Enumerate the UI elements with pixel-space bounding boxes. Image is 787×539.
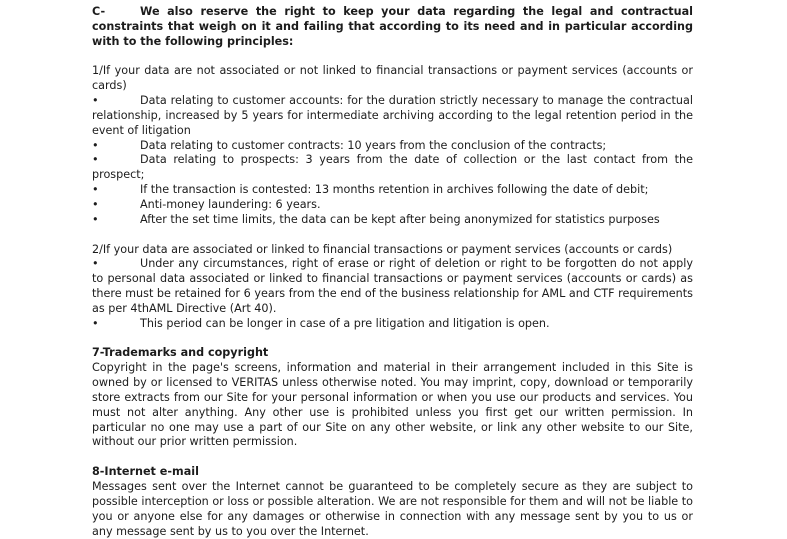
- part2-bullet-1-text: Under any circumstances, right of erase or right of deletion or right to be forgotten do not apply to personal data associated or linked to financial transactions or payment services (accounts or cards) as there must be retained for 6 years from the end of the business relationship for AML and CTF requirements as per 4thAML Directive (Art 40).: [92, 257, 693, 315]
- section-c-paragraph: [92, 5, 693, 50]
- part1-bullet-1-text: Data relating to customer accounts: for the duration strictly necessary to manage the contractual relationship, increased by 5 years for intermediate archiving according to the legal retention period in the event of litigation: [92, 94, 693, 137]
- bullet-icon: •: [92, 94, 99, 108]
- spacer: [92, 50, 693, 65]
- bullet-icon: •: [92, 197, 99, 211]
- part1-bullet-2: [92, 139, 693, 154]
- policy-document: [92, 5, 693, 539]
- part2-bullet-2-text: This period can be longer in case of a pre litigation and litigation is open.: [140, 316, 550, 330]
- part1-bullet-3-text: Data relating to prospects: 3 years from the date of collection or the last contact from the prospect;: [92, 153, 693, 182]
- part1-bullet-5: [92, 198, 693, 213]
- bullet-icon: •: [92, 138, 99, 152]
- section7-text: Copyright in the page's screens, information and material in their arrangement included in this Site is owned by or licensed to VERITAS unless otherwise noted. You may imprint, copy, download or temporarily store extracts from our Site for your personal information or when you use our products and services. You must not alter anything. Any other use is prohibited unless you first get our written permission. In particular no one may use a part of our Site on any other website, or link any other website to our Site, without our prior written permission.: [92, 361, 693, 449]
- spacer: [92, 450, 693, 465]
- section8-text: Messages sent over the Internet cannot be guaranteed to be completely secure as they are subject to possible interception or loss or possible alteration. We are not responsible for them and will not be liable to you or anyone else for any damages or otherwise in connection with any message sent by you to us or any message sent by us to you over the Internet.: [92, 480, 693, 538]
- part1-bullet-5-text: Anti-money laundering: 6 years.: [140, 197, 321, 211]
- spacer: [92, 332, 693, 347]
- part1-bullet-6: [92, 213, 693, 228]
- part2-bullet-1: [92, 257, 693, 316]
- section8-heading: 8-Internet e-mail: [92, 465, 199, 479]
- bullet-icon: •: [92, 257, 99, 271]
- part1-intro: 1/If your data are not associated or not linked to financial transactions or payment services (accounts or cards): [92, 64, 693, 93]
- section-c-text: We also reserve the right to keep your data regarding the legal and contractual constraints that weigh on it and failing that according to its need and in particular according with to the following principles:: [92, 5, 693, 48]
- bullet-icon: •: [92, 316, 99, 330]
- part1-bullet-3: [92, 153, 693, 183]
- bullet-icon: •: [92, 183, 99, 197]
- part1-bullet-6-text: After the set time limits, the data can be kept after being anonymized for statistics purposes: [140, 212, 660, 226]
- bullet-icon: •: [92, 153, 99, 167]
- spacer: [92, 228, 693, 243]
- part1-bullet-1: [92, 94, 693, 139]
- section7-heading: 7-Trademarks and copyright: [92, 346, 269, 360]
- part1-bullet-2-text: Data relating to customer contracts: 10 years from the conclusion of the contracts;: [140, 138, 607, 152]
- section-c-marker: C-: [92, 5, 106, 18]
- bullet-icon: •: [92, 212, 99, 226]
- part2-intro: 2/If your data are associated or linked to financial transactions or payment services (accounts or cards): [92, 242, 673, 256]
- part2-bullet-2: [92, 317, 693, 332]
- part1-bullet-4-text: If the transaction is contested: 13 months retention in archives following the date of debit;: [140, 183, 649, 197]
- part1-bullet-4: [92, 183, 693, 198]
